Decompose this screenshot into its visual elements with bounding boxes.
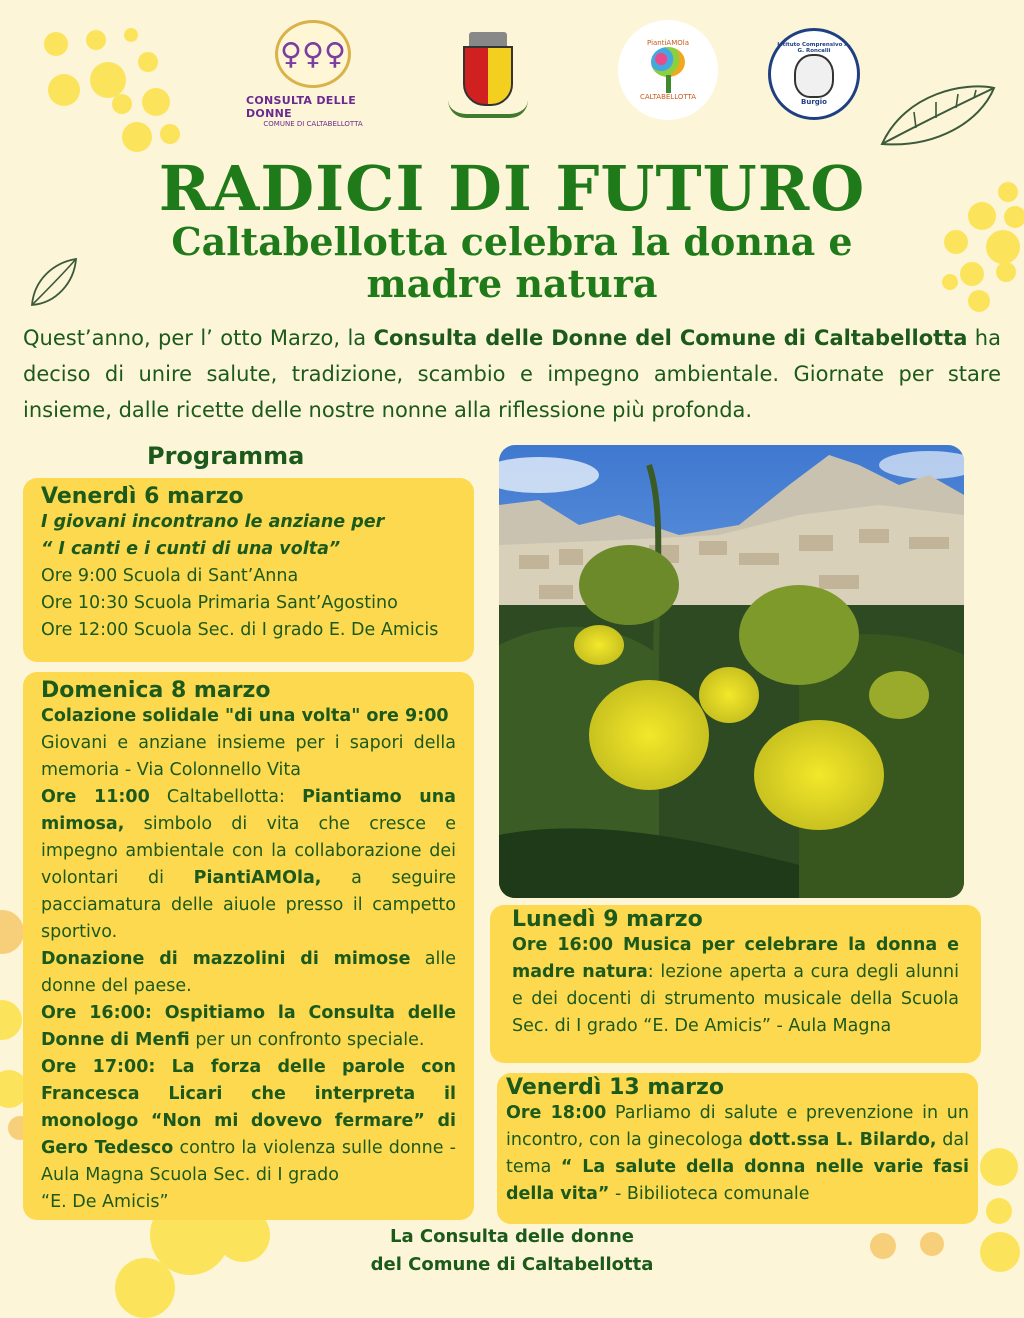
footer-signature-line1: La Consulta delle donne	[390, 1226, 634, 1247]
comune-coat-of-arms	[440, 20, 536, 130]
event-heading: Domenica 8 marzo	[41, 678, 271, 703]
mimosa-landscape-photo	[499, 445, 964, 898]
school-logo	[768, 28, 860, 120]
event-heading: Venerdì 6 marzo	[41, 484, 244, 509]
page-subtitle-line2: madre natura	[366, 261, 658, 306]
portrait-icon	[794, 54, 834, 98]
event-colazione-title: Colazione solidale "di una volta" ore 9:00	[41, 706, 449, 726]
event-subtitle: I giovani incontrano le anziane per	[41, 512, 385, 532]
shield-icon	[463, 46, 513, 106]
consulta-logo-title: CONSULTA DELLE DONNE	[246, 94, 357, 120]
event-mimosa-text: Ore 11:00 Caltabellotta: Piantiamo una mimosa, simbolo di vita che cresce e impegno ambientale con la collaborazione dei volontari di PiantiAMOla, a seguire pacciamatura delle aiuole presso il campetto sportivo.	[41, 787, 456, 942]
piantiamola-logo	[618, 20, 718, 120]
intro-organizer: Consulta delle Donne del Comune di Caltabellotta	[373, 326, 968, 350]
school-logo-title: Istituto Comprensivo A. G. Roncalli	[777, 42, 851, 54]
tree-icon	[651, 47, 685, 93]
event-heading: Lunedì 9 marzo	[512, 907, 703, 932]
event-line: Ore 12:00 Scuola Sec. di I grado E. De Amicis	[41, 620, 439, 640]
page-subtitle-line1: Caltabellotta celebra la donna e	[171, 219, 853, 264]
event-colazione-text: Giovani e anziane insieme per i sapori della memoria - Via Colonnello Vita	[41, 733, 456, 780]
leaf-icon	[876, 82, 1000, 152]
event-monologo-text: Ore 17:00: La forza delle parole con Francesca Licari che interpreta il monologo “Non mi dovevo fermare” di Gero Tedesco contro la violenza sulle donne - Aula Magna Scuola Sec. di I grado	[41, 1057, 456, 1185]
event-monologo-place: “E. De Amicis”	[41, 1192, 169, 1212]
intro-paragraph: Quest’anno, per l’ otto Marzo, la Consulta delle Donne del Comune di Caltabellotta ha deciso di unire salute, tradizione, scambio e impegno ambientale. Giornate per stare insieme, dalle ricette delle nostre nonne alla riflessione più profonda.	[23, 326, 1001, 422]
event-menfi-text: Ore 16:00: Ospitiamo la Consulta delle Donne di Menfi per un confronto speciale.	[41, 1003, 456, 1050]
event-donazione-text: Donazione di mazzolini di mimose alle donne del paese.	[41, 949, 456, 996]
footer-signature-line2: del Comune di Caltabellotta	[370, 1254, 654, 1275]
event-music-text: Ore 16:00 Musica per celebrare la donna e madre natura: lezione aperta a cura degli alunni e dei docenti di strumento musicale della Scuola Sec. di I grado “E. De Amicis” - Aula Magna	[512, 935, 959, 1036]
programma-heading: Programma	[147, 442, 305, 470]
event-line: Ore 9:00 Scuola di Sant’Anna	[41, 566, 299, 586]
event-subtitle: “ I canti e i cunti di una volta”	[41, 539, 341, 559]
event-line: Ore 10:30 Scuola Primaria Sant’Agostino	[41, 593, 398, 613]
school-logo-subtitle: Burgio	[801, 98, 827, 106]
event-health-text: Ore 18:00 Parliamo di salute e prevenzione in un incontro, con la ginecologa dott.ssa L. Bilardo, dal tema “ La salute della donna nelle varie fasi della vita” - Bibilioteca comunale	[506, 1103, 970, 1204]
consulta-logo-subtitle: COMUNE DI CALTABELLOTTA	[263, 120, 363, 128]
women-icon: ♀♀♀	[280, 36, 346, 72]
event-card-sunday-8	[23, 672, 474, 1220]
event-card-friday-6	[23, 478, 474, 662]
crown-icon	[469, 32, 507, 46]
event-card-monday-9	[490, 905, 981, 1063]
event-heading: Venerdì 13 marzo	[506, 1075, 724, 1100]
page-title: RADICI DI FUTURO	[158, 152, 866, 225]
event-card-friday-13	[497, 1073, 978, 1224]
piantiamola-logo-subtitle: CALTABELLOTTA	[639, 93, 697, 101]
consulta-logo	[246, 20, 380, 128]
piantiamola-logo-title: PiantiAMOla	[647, 39, 689, 47]
laurel-icon	[448, 100, 528, 118]
